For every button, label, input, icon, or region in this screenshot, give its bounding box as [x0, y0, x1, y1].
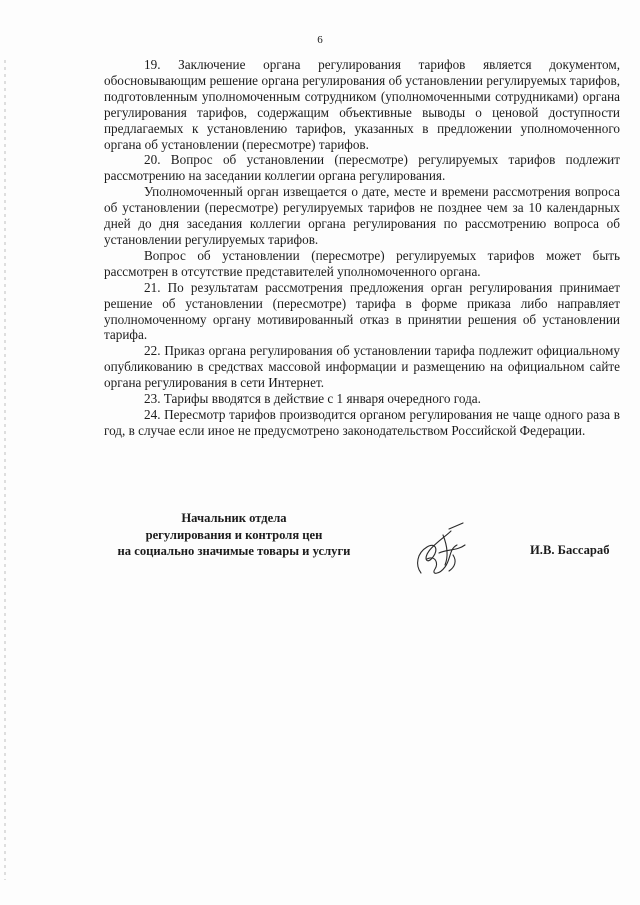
paragraph-22: 22. Приказ органа регулирования об установлении тарифа подлежит официальному опубликованию в средствах массовой информации и размещению на официальном сайте органа регулирования в сети Интернет.	[104, 343, 620, 391]
handwritten-signature-icon	[405, 515, 475, 585]
signatory-title-line: регулирования и контроля цен	[145, 527, 323, 542]
signatory-title-line: на социально значимые товары и услуги	[117, 544, 351, 558]
scan-edge-artifact	[4, 60, 6, 880]
page-number: 6	[317, 34, 323, 46]
paragraph-absence: Вопрос об установлении (пересмотре) регулируемых тарифов может быть рассмотрен в отсутствие представителей уполномоченного органа.	[104, 247, 620, 279]
paragraph-24: 24. Пересмотр тарифов производится органом регулирования не чаще одного раза в год, в случае если иное не предусмотрено законодательством Российской Федерации.	[104, 406, 620, 438]
paragraph-19: 19. Заключение органа регулирования тарифов является документом, обосновывающим решение органа регулирования об установлении регулируемых тарифов, подготовленным уполномоченным сотрудником (уполномоченными сотрудниками) органа регулирования тарифов, содержащим объективные выводы о ценовой доступности предлагаемых к установлению тарифов, указанных в предложении уполномоченного органа об установлении (пересмотре) тарифов.	[104, 57, 620, 152]
signatory-title	[104, 510, 364, 560]
signatory-title-line: Начальник отдела	[181, 511, 287, 525]
paragraph-20: 20. Вопрос об установлении (пересмотре) регулируемых тарифов подлежит рассмотрению на заседании коллегии органа регулирования.	[104, 152, 620, 184]
paragraph-23: 23. Тарифы вводятся в действие с 1 января очередного года.	[144, 391, 481, 407]
paragraph-21: 21. По результатам рассмотрения предложения орган регулирования принимает решение об установлении (пересмотре) тарифа в форме приказа либо направляет уполномоченному органу мотивированный отказ в принятии решения об установлении тарифа.	[104, 279, 620, 343]
signatory-name: И.В. Бассараб	[530, 543, 610, 557]
paragraph-notice: Уполномоченный орган извещается о дате, месте и времени рассмотрения вопроса об установлении (пересмотре) регулируемых тарифов не позднее чем за 10 календарных дней до дня заседания коллегии органа регулирования по рассмотрению вопроса об установлении регулируемых тарифов.	[104, 184, 620, 247]
document-body	[104, 57, 620, 439]
